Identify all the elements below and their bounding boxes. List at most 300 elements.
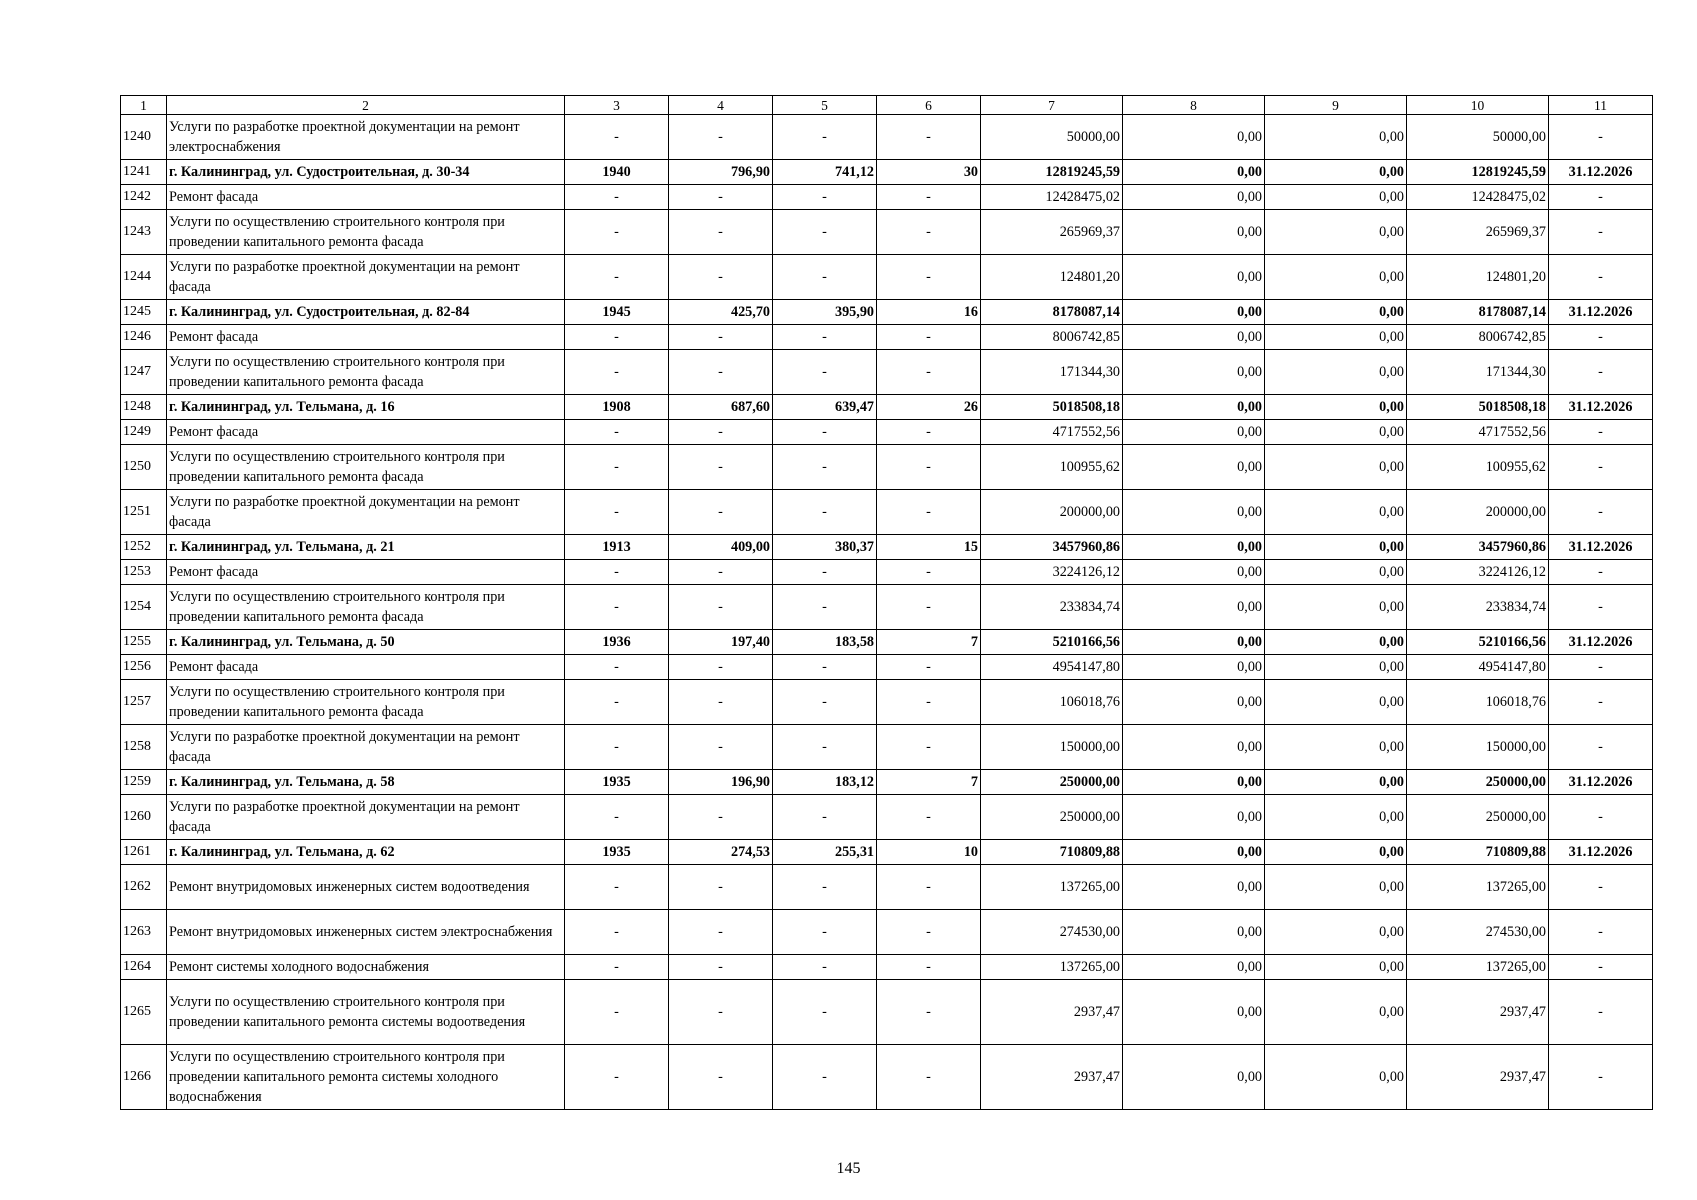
total-area-cell: - (669, 255, 773, 300)
address-row (121, 395, 1653, 420)
work-description-cell: Услуги по осуществлению строительного контроля при проведении капитального ремонта фасада (167, 585, 565, 630)
cost-col-9-cell: 0,00 (1265, 160, 1407, 185)
cost-col-10-cell: 106018,76 (1407, 680, 1549, 725)
total-area-cell: 687,60 (669, 395, 773, 420)
total-cost-cell: 274530,00 (981, 910, 1123, 955)
work-item-row (121, 1045, 1653, 1110)
residential-area-cell: - (773, 1045, 877, 1110)
total-area-cell: - (669, 490, 773, 535)
work-item-row (121, 350, 1653, 395)
column-number-header: 1 (121, 96, 167, 115)
row-number-cell: 1266 (121, 1045, 167, 1110)
deadline-cell: - (1549, 725, 1653, 770)
cost-col-8-cell: 0,00 (1123, 980, 1265, 1045)
total-area-cell: - (669, 325, 773, 350)
residents-count-cell: - (877, 980, 981, 1045)
cost-col-9-cell: 0,00 (1265, 535, 1407, 560)
cost-col-8-cell: 0,00 (1123, 185, 1265, 210)
residents-count-cell: - (877, 1045, 981, 1110)
residential-area-cell: - (773, 445, 877, 490)
year-built-cell: - (565, 1045, 669, 1110)
cost-col-10-cell: 100955,62 (1407, 445, 1549, 490)
cost-col-10-cell: 3457960,86 (1407, 535, 1549, 560)
total-cost-cell: 250000,00 (981, 770, 1123, 795)
cost-col-8-cell: 0,00 (1123, 630, 1265, 655)
cost-col-8-cell: 0,00 (1123, 160, 1265, 185)
residential-area-cell: - (773, 325, 877, 350)
cost-col-9-cell: 0,00 (1265, 655, 1407, 680)
year-built-cell: - (565, 680, 669, 725)
cost-col-10-cell: 4954147,80 (1407, 655, 1549, 680)
residents-count-cell: - (877, 910, 981, 955)
total-cost-cell: 100955,62 (981, 445, 1123, 490)
total-cost-cell: 3457960,86 (981, 535, 1123, 560)
work-description-cell: Услуги по разработке проектной документации на ремонт фасада (167, 725, 565, 770)
work-description-cell: Ремонт фасада (167, 185, 565, 210)
residents-count-cell: 16 (877, 300, 981, 325)
cost-col-8-cell: 0,00 (1123, 655, 1265, 680)
residential-area-cell: - (773, 955, 877, 980)
residential-area-cell: - (773, 490, 877, 535)
cost-col-10-cell: 4717552,56 (1407, 420, 1549, 445)
cost-col-8-cell: 0,00 (1123, 955, 1265, 980)
residents-count-cell: - (877, 655, 981, 680)
row-number-cell: 1246 (121, 325, 167, 350)
total-cost-cell: 4954147,80 (981, 655, 1123, 680)
work-description-cell: г. Калининград, ул. Судостроительная, д. 82-84 (167, 300, 565, 325)
residential-area-cell: - (773, 980, 877, 1045)
cost-col-9-cell: 0,00 (1265, 185, 1407, 210)
residents-count-cell: - (877, 560, 981, 585)
cost-col-10-cell: 8178087,14 (1407, 300, 1549, 325)
cost-col-8-cell: 0,00 (1123, 115, 1265, 160)
year-built-cell: 1940 (565, 160, 669, 185)
cost-col-10-cell: 137265,00 (1407, 955, 1549, 980)
work-item-row (121, 490, 1653, 535)
total-area-cell: - (669, 865, 773, 910)
column-number-header: 7 (981, 96, 1123, 115)
residential-area-cell: - (773, 255, 877, 300)
cost-col-9-cell: 0,00 (1265, 255, 1407, 300)
work-description-cell: Услуги по осуществлению строительного контроля при проведении капитального ремонта системы водоотведения (167, 980, 565, 1045)
column-number-header: 11 (1549, 96, 1653, 115)
work-item-row (121, 725, 1653, 770)
cost-col-10-cell: 5210166,56 (1407, 630, 1549, 655)
residents-count-cell: - (877, 255, 981, 300)
cost-col-8-cell: 0,00 (1123, 865, 1265, 910)
total-cost-cell: 710809,88 (981, 840, 1123, 865)
work-item-row (121, 115, 1653, 160)
work-description-cell: г. Калининград, ул. Тельмана, д. 21 (167, 535, 565, 560)
work-item-row (121, 980, 1653, 1045)
residential-area-cell: 395,90 (773, 300, 877, 325)
total-cost-cell: 50000,00 (981, 115, 1123, 160)
residential-area-cell: - (773, 585, 877, 630)
row-number-cell: 1264 (121, 955, 167, 980)
cost-col-9-cell: 0,00 (1265, 955, 1407, 980)
residential-area-cell: 183,58 (773, 630, 877, 655)
year-built-cell: 1935 (565, 840, 669, 865)
total-cost-cell: 3224126,12 (981, 560, 1123, 585)
deadline-cell: 31.12.2026 (1549, 840, 1653, 865)
year-built-cell: 1936 (565, 630, 669, 655)
total-cost-cell: 8178087,14 (981, 300, 1123, 325)
year-built-cell: - (565, 560, 669, 585)
cost-col-8-cell: 0,00 (1123, 535, 1265, 560)
residents-count-cell: 10 (877, 840, 981, 865)
total-cost-cell: 250000,00 (981, 795, 1123, 840)
total-cost-cell: 4717552,56 (981, 420, 1123, 445)
work-description-cell: Услуги по осуществлению строительного контроля при проведении капитального ремонта фасада (167, 350, 565, 395)
work-description-cell: Услуги по осуществлению строительного контроля при проведении капитального ремонта системы холодного водоснабжения (167, 1045, 565, 1110)
residents-count-cell: 7 (877, 770, 981, 795)
cost-col-8-cell: 0,00 (1123, 680, 1265, 725)
residential-area-cell: - (773, 655, 877, 680)
residential-area-cell: 255,31 (773, 840, 877, 865)
work-description-cell: Услуги по осуществлению строительного контроля при проведении капитального ремонта фасада (167, 445, 565, 490)
deadline-cell: 31.12.2026 (1549, 300, 1653, 325)
residential-area-cell: - (773, 910, 877, 955)
work-description-cell: Ремонт фасада (167, 325, 565, 350)
work-item-row (121, 325, 1653, 350)
deadline-cell: - (1549, 1045, 1653, 1110)
cost-col-10-cell: 50000,00 (1407, 115, 1549, 160)
total-area-cell: - (669, 115, 773, 160)
cost-col-10-cell: 265969,37 (1407, 210, 1549, 255)
cost-col-8-cell: 0,00 (1123, 210, 1265, 255)
cost-col-10-cell: 250000,00 (1407, 795, 1549, 840)
residential-area-cell: - (773, 350, 877, 395)
total-cost-cell: 200000,00 (981, 490, 1123, 535)
year-built-cell: 1945 (565, 300, 669, 325)
residents-count-cell: 7 (877, 630, 981, 655)
row-number-cell: 1256 (121, 655, 167, 680)
total-area-cell: 425,70 (669, 300, 773, 325)
work-item-row (121, 680, 1653, 725)
cost-col-10-cell: 8006742,85 (1407, 325, 1549, 350)
column-number-header-row (121, 96, 1653, 115)
cost-col-10-cell: 274530,00 (1407, 910, 1549, 955)
total-area-cell: - (669, 420, 773, 445)
total-area-cell: - (669, 210, 773, 255)
work-description-cell: Услуги по разработке проектной документации на ремонт фасада (167, 795, 565, 840)
row-number-cell: 1247 (121, 350, 167, 395)
residential-area-cell: 741,12 (773, 160, 877, 185)
work-item-row (121, 955, 1653, 980)
cost-col-9-cell: 0,00 (1265, 490, 1407, 535)
cost-col-9-cell: 0,00 (1265, 910, 1407, 955)
deadline-cell: 31.12.2026 (1549, 630, 1653, 655)
residential-area-cell: - (773, 795, 877, 840)
deadline-cell: - (1549, 680, 1653, 725)
work-item-row (121, 255, 1653, 300)
residential-area-cell: - (773, 420, 877, 445)
total-area-cell: 196,90 (669, 770, 773, 795)
total-area-cell: - (669, 655, 773, 680)
work-description-cell: Ремонт внутридомовых инженерных систем водоотведения (167, 865, 565, 910)
residents-count-cell: - (877, 725, 981, 770)
deadline-cell: - (1549, 910, 1653, 955)
work-description-cell: г. Калининград, ул. Тельмана, д. 50 (167, 630, 565, 655)
year-built-cell: - (565, 980, 669, 1045)
total-cost-cell: 5018508,18 (981, 395, 1123, 420)
cost-col-10-cell: 124801,20 (1407, 255, 1549, 300)
residents-count-cell: - (877, 445, 981, 490)
work-description-cell: г. Калининград, ул. Тельмана, д. 16 (167, 395, 565, 420)
total-cost-cell: 5210166,56 (981, 630, 1123, 655)
cost-col-8-cell: 0,00 (1123, 445, 1265, 490)
total-area-cell: 796,90 (669, 160, 773, 185)
deadline-cell: 31.12.2026 (1549, 770, 1653, 795)
cost-col-9-cell: 0,00 (1265, 210, 1407, 255)
total-cost-cell: 12428475,02 (981, 185, 1123, 210)
cost-col-9-cell: 0,00 (1265, 680, 1407, 725)
work-description-cell: Ремонт внутридомовых инженерных систем электроснабжения (167, 910, 565, 955)
cost-col-10-cell: 150000,00 (1407, 725, 1549, 770)
residential-area-cell: 183,12 (773, 770, 877, 795)
residents-count-cell: - (877, 795, 981, 840)
residents-count-cell: - (877, 210, 981, 255)
deadline-cell: - (1549, 350, 1653, 395)
work-item-row (121, 210, 1653, 255)
residential-area-cell: - (773, 725, 877, 770)
residential-area-cell: - (773, 210, 877, 255)
year-built-cell: - (565, 210, 669, 255)
cost-col-10-cell: 2937,47 (1407, 1045, 1549, 1110)
cost-col-9-cell: 0,00 (1265, 725, 1407, 770)
cost-col-9-cell: 0,00 (1265, 325, 1407, 350)
row-number-cell: 1244 (121, 255, 167, 300)
deadline-cell: - (1549, 585, 1653, 630)
residents-count-cell: - (877, 680, 981, 725)
row-number-cell: 1261 (121, 840, 167, 865)
residents-count-cell: 15 (877, 535, 981, 560)
year-built-cell: - (565, 185, 669, 210)
residential-area-cell: - (773, 865, 877, 910)
work-item-row (121, 865, 1653, 910)
total-area-cell: - (669, 910, 773, 955)
work-description-cell: Услуги по разработке проектной документации на ремонт фасада (167, 255, 565, 300)
year-built-cell: - (565, 350, 669, 395)
row-number-cell: 1243 (121, 210, 167, 255)
year-built-cell: 1908 (565, 395, 669, 420)
work-description-cell: г. Калининград, ул. Тельмана, д. 62 (167, 840, 565, 865)
cost-col-8-cell: 0,00 (1123, 910, 1265, 955)
year-built-cell: - (565, 655, 669, 680)
residents-count-cell: - (877, 865, 981, 910)
work-description-cell: г. Калининград, ул. Тельмана, д. 58 (167, 770, 565, 795)
cost-col-10-cell: 12819245,59 (1407, 160, 1549, 185)
total-area-cell: - (669, 350, 773, 395)
total-area-cell: 274,53 (669, 840, 773, 865)
total-area-cell: - (669, 560, 773, 585)
work-item-row (121, 910, 1653, 955)
deadline-cell: - (1549, 490, 1653, 535)
residents-count-cell: - (877, 185, 981, 210)
total-cost-cell: 265969,37 (981, 210, 1123, 255)
column-number-header: 3 (565, 96, 669, 115)
work-description-cell: Ремонт фасада (167, 560, 565, 585)
page-number: 145 (836, 1160, 861, 1177)
work-description-cell: Услуги по разработке проектной документации на ремонт электроснабжения (167, 115, 565, 160)
cost-col-10-cell: 5018508,18 (1407, 395, 1549, 420)
deadline-cell: - (1549, 420, 1653, 445)
row-number-cell: 1254 (121, 585, 167, 630)
column-number-header: 8 (1123, 96, 1265, 115)
cost-col-8-cell: 0,00 (1123, 325, 1265, 350)
row-number-cell: 1262 (121, 865, 167, 910)
work-item-row (121, 655, 1653, 680)
year-built-cell: - (565, 910, 669, 955)
cost-col-9-cell: 0,00 (1265, 350, 1407, 395)
deadline-cell: - (1549, 560, 1653, 585)
row-number-cell: 1248 (121, 395, 167, 420)
cost-col-10-cell: 171344,30 (1407, 350, 1549, 395)
deadline-cell: - (1549, 255, 1653, 300)
residents-count-cell: - (877, 350, 981, 395)
cost-col-8-cell: 0,00 (1123, 560, 1265, 585)
capital-repair-table (120, 95, 1653, 1110)
residents-count-cell: - (877, 115, 981, 160)
residential-area-cell: 380,37 (773, 535, 877, 560)
year-built-cell: - (565, 420, 669, 445)
total-area-cell: - (669, 1045, 773, 1110)
deadline-cell: - (1549, 115, 1653, 160)
cost-col-8-cell: 0,00 (1123, 1045, 1265, 1110)
deadline-cell: - (1549, 955, 1653, 980)
residents-count-cell: - (877, 955, 981, 980)
cost-col-9-cell: 0,00 (1265, 445, 1407, 490)
row-number-cell: 1253 (121, 560, 167, 585)
row-number-cell: 1242 (121, 185, 167, 210)
residential-area-cell: 639,47 (773, 395, 877, 420)
residential-area-cell: - (773, 115, 877, 160)
total-cost-cell: 124801,20 (981, 255, 1123, 300)
cost-col-9-cell: 0,00 (1265, 865, 1407, 910)
total-area-cell: 197,40 (669, 630, 773, 655)
deadline-cell: - (1549, 185, 1653, 210)
cost-col-10-cell: 2937,47 (1407, 980, 1549, 1045)
column-number-header: 6 (877, 96, 981, 115)
year-built-cell: - (565, 795, 669, 840)
deadline-cell: 31.12.2026 (1549, 535, 1653, 560)
work-description-cell: Услуги по осуществлению строительного контроля при проведении капитального ремонта фасада (167, 680, 565, 725)
deadline-cell: - (1549, 655, 1653, 680)
residents-count-cell: - (877, 420, 981, 445)
residential-area-cell: - (773, 185, 877, 210)
cost-col-8-cell: 0,00 (1123, 395, 1265, 420)
cost-col-10-cell: 710809,88 (1407, 840, 1549, 865)
cost-col-8-cell: 0,00 (1123, 770, 1265, 795)
total-area-cell: - (669, 185, 773, 210)
deadline-cell: 31.12.2026 (1549, 395, 1653, 420)
work-description-cell: Ремонт фасада (167, 420, 565, 445)
total-cost-cell: 233834,74 (981, 585, 1123, 630)
year-built-cell: 1935 (565, 770, 669, 795)
row-number-cell: 1245 (121, 300, 167, 325)
cost-col-10-cell: 137265,00 (1407, 865, 1549, 910)
cost-col-10-cell: 12428475,02 (1407, 185, 1549, 210)
cost-col-10-cell: 3224126,12 (1407, 560, 1549, 585)
residents-count-cell: 26 (877, 395, 981, 420)
row-number-cell: 1260 (121, 795, 167, 840)
deadline-cell: - (1549, 865, 1653, 910)
total-area-cell: - (669, 725, 773, 770)
cost-col-8-cell: 0,00 (1123, 420, 1265, 445)
cost-col-9-cell: 0,00 (1265, 630, 1407, 655)
total-cost-cell: 171344,30 (981, 350, 1123, 395)
total-cost-cell: 2937,47 (981, 1045, 1123, 1110)
cost-col-9-cell: 0,00 (1265, 980, 1407, 1045)
row-number-cell: 1263 (121, 910, 167, 955)
year-built-cell: - (565, 490, 669, 535)
work-description-cell: Услуги по разработке проектной документации на ремонт фасада (167, 490, 565, 535)
cost-col-8-cell: 0,00 (1123, 255, 1265, 300)
work-description-cell: Ремонт фасада (167, 655, 565, 680)
row-number-cell: 1257 (121, 680, 167, 725)
residential-area-cell: - (773, 680, 877, 725)
work-item-row (121, 185, 1653, 210)
row-number-cell: 1250 (121, 445, 167, 490)
total-area-cell: - (669, 680, 773, 725)
total-cost-cell: 137265,00 (981, 955, 1123, 980)
residents-count-cell: 30 (877, 160, 981, 185)
row-number-cell: 1255 (121, 630, 167, 655)
deadline-cell: 31.12.2026 (1549, 160, 1653, 185)
total-cost-cell: 8006742,85 (981, 325, 1123, 350)
year-built-cell: - (565, 865, 669, 910)
residents-count-cell: - (877, 325, 981, 350)
work-description-cell: Ремонт системы холодного водоснабжения (167, 955, 565, 980)
cost-col-8-cell: 0,00 (1123, 585, 1265, 630)
work-description-cell: г. Калининград, ул. Судостроительная, д. 30-34 (167, 160, 565, 185)
total-cost-cell: 12819245,59 (981, 160, 1123, 185)
year-built-cell: - (565, 255, 669, 300)
address-row (121, 770, 1653, 795)
total-cost-cell: 2937,47 (981, 980, 1123, 1045)
cost-col-9-cell: 0,00 (1265, 795, 1407, 840)
cost-col-10-cell: 250000,00 (1407, 770, 1549, 795)
cost-col-9-cell: 0,00 (1265, 1045, 1407, 1110)
work-description-cell: Услуги по осуществлению строительного контроля при проведении капитального ремонта фасада (167, 210, 565, 255)
cost-col-8-cell: 0,00 (1123, 490, 1265, 535)
year-built-cell: 1913 (565, 535, 669, 560)
cost-col-9-cell: 0,00 (1265, 300, 1407, 325)
row-number-cell: 1249 (121, 420, 167, 445)
total-area-cell: 409,00 (669, 535, 773, 560)
work-item-row (121, 445, 1653, 490)
row-number-cell: 1251 (121, 490, 167, 535)
address-row (121, 630, 1653, 655)
column-number-header: 2 (167, 96, 565, 115)
row-number-cell: 1240 (121, 115, 167, 160)
deadline-cell: - (1549, 325, 1653, 350)
year-built-cell: - (565, 725, 669, 770)
total-cost-cell: 137265,00 (981, 865, 1123, 910)
column-number-header: 4 (669, 96, 773, 115)
cost-col-9-cell: 0,00 (1265, 585, 1407, 630)
work-item-row (121, 560, 1653, 585)
deadline-cell: - (1549, 980, 1653, 1045)
year-built-cell: - (565, 445, 669, 490)
cost-col-9-cell: 0,00 (1265, 560, 1407, 585)
row-number-cell: 1241 (121, 160, 167, 185)
residential-area-cell: - (773, 560, 877, 585)
residents-count-cell: - (877, 585, 981, 630)
total-area-cell: - (669, 980, 773, 1045)
total-area-cell: - (669, 585, 773, 630)
total-area-cell: - (669, 445, 773, 490)
